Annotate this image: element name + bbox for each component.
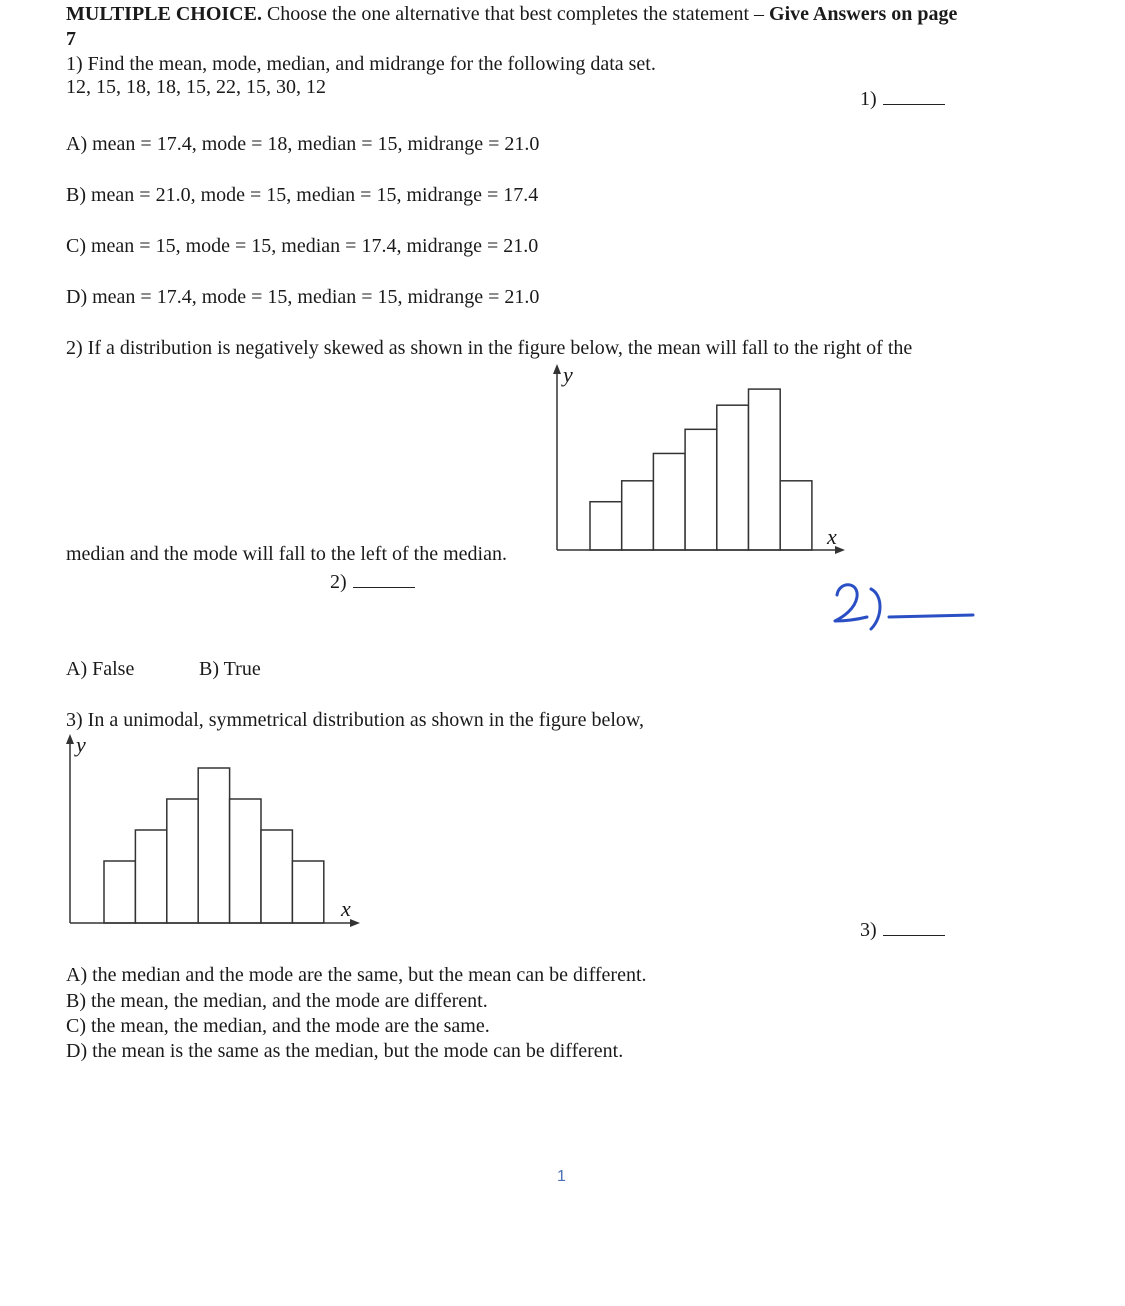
skewed-x-label: x	[827, 524, 837, 549]
q1-answer-blank[interactable]	[883, 90, 945, 105]
q2-option-b[interactable]: B) True	[199, 658, 261, 680]
q1-answer-slot	[860, 87, 945, 111]
symmetric-bar-1	[104, 861, 135, 923]
skewed-bar-2	[622, 481, 654, 550]
symmetric-bar-3	[167, 799, 198, 923]
skewed-bar-6	[749, 389, 781, 550]
instruction-line	[66, 2, 957, 26]
q3-option-c[interactable]: C) the mean, the median, and the mode are the same.	[66, 1015, 490, 1037]
symmetric-bar-4	[198, 768, 229, 923]
symmetric-histogram	[58, 730, 368, 930]
q3-answer-slot	[860, 918, 945, 942]
q2-answer-slot	[330, 570, 415, 594]
give-answers-text: Give Answers on page	[769, 3, 958, 25]
q3-option-b[interactable]: B) the mean, the median, and the mode are different.	[66, 990, 488, 1012]
q3-answer-blank[interactable]	[883, 921, 945, 936]
skewed-y-arrow	[553, 364, 561, 374]
symmetric-x-arrow	[350, 919, 360, 927]
q1-option-c[interactable]: C) mean = 15, mode = 15, median = 17.4, midrange = 21.0	[66, 235, 539, 257]
symmetric-bar-2	[135, 830, 166, 923]
symmetric-y-arrow	[66, 734, 74, 744]
q3-option-a[interactable]: A) the median and the mode are the same, but the mean can be different.	[66, 964, 647, 986]
q1-prompt: 1) Find the mean, mode, median, and midrange for the following data set.	[66, 53, 656, 75]
q1-option-b[interactable]: B) mean = 21.0, mode = 15, median = 15, midrange = 17.4	[66, 184, 539, 206]
q2-prompt-line1: 2) If a distribution is negatively skewed as shown in the figure below, the mean will fall to the right of the	[66, 337, 913, 359]
handwritten-answer	[825, 575, 980, 635]
page-number: 1	[557, 1168, 566, 1185]
q1-data-set: 12, 15, 18, 18, 15, 22, 15, 30, 12	[66, 76, 326, 98]
q1-option-d[interactable]: D) mean = 17.4, mode = 15, median = 15, midrange = 21.0	[66, 286, 540, 308]
skewed-bar-7	[780, 481, 812, 550]
q2-prompt-line2: median and the mode will fall to the left of the median.	[66, 543, 507, 565]
q3-option-d[interactable]: D) the mean is the same as the median, but the mode can be different.	[66, 1040, 624, 1062]
q2-option-a[interactable]: A) False	[66, 658, 135, 680]
symmetric-bar-7	[292, 861, 323, 923]
q2-answer-label: 2)	[330, 571, 347, 593]
instruction-text: Choose the one alternative that best completes the statement –	[266, 3, 765, 25]
skewed-histogram	[545, 360, 855, 560]
q3-prompt: 3) In a unimodal, symmetrical distribution as shown in the figure below,	[66, 709, 645, 731]
q3-answer-label: 3)	[860, 919, 877, 941]
symmetric-y-label: y	[76, 732, 86, 757]
symmetric-x-label: x	[341, 896, 351, 921]
section-heading: MULTIPLE CHOICE.	[66, 3, 262, 25]
symmetric-bar-5	[230, 799, 261, 923]
q1-answer-label: 1)	[860, 88, 877, 110]
skewed-bar-5	[717, 405, 749, 550]
q1-option-a[interactable]: A) mean = 17.4, mode = 18, median = 15, midrange = 21.0	[66, 133, 540, 155]
skewed-bar-1	[590, 502, 622, 550]
q2-answer-blank[interactable]	[353, 573, 415, 588]
page-reference: 7	[66, 28, 76, 50]
skewed-bar-3	[653, 453, 685, 550]
skewed-bar-4	[685, 429, 717, 550]
symmetric-bar-6	[261, 830, 292, 923]
skewed-y-label: y	[563, 362, 573, 387]
